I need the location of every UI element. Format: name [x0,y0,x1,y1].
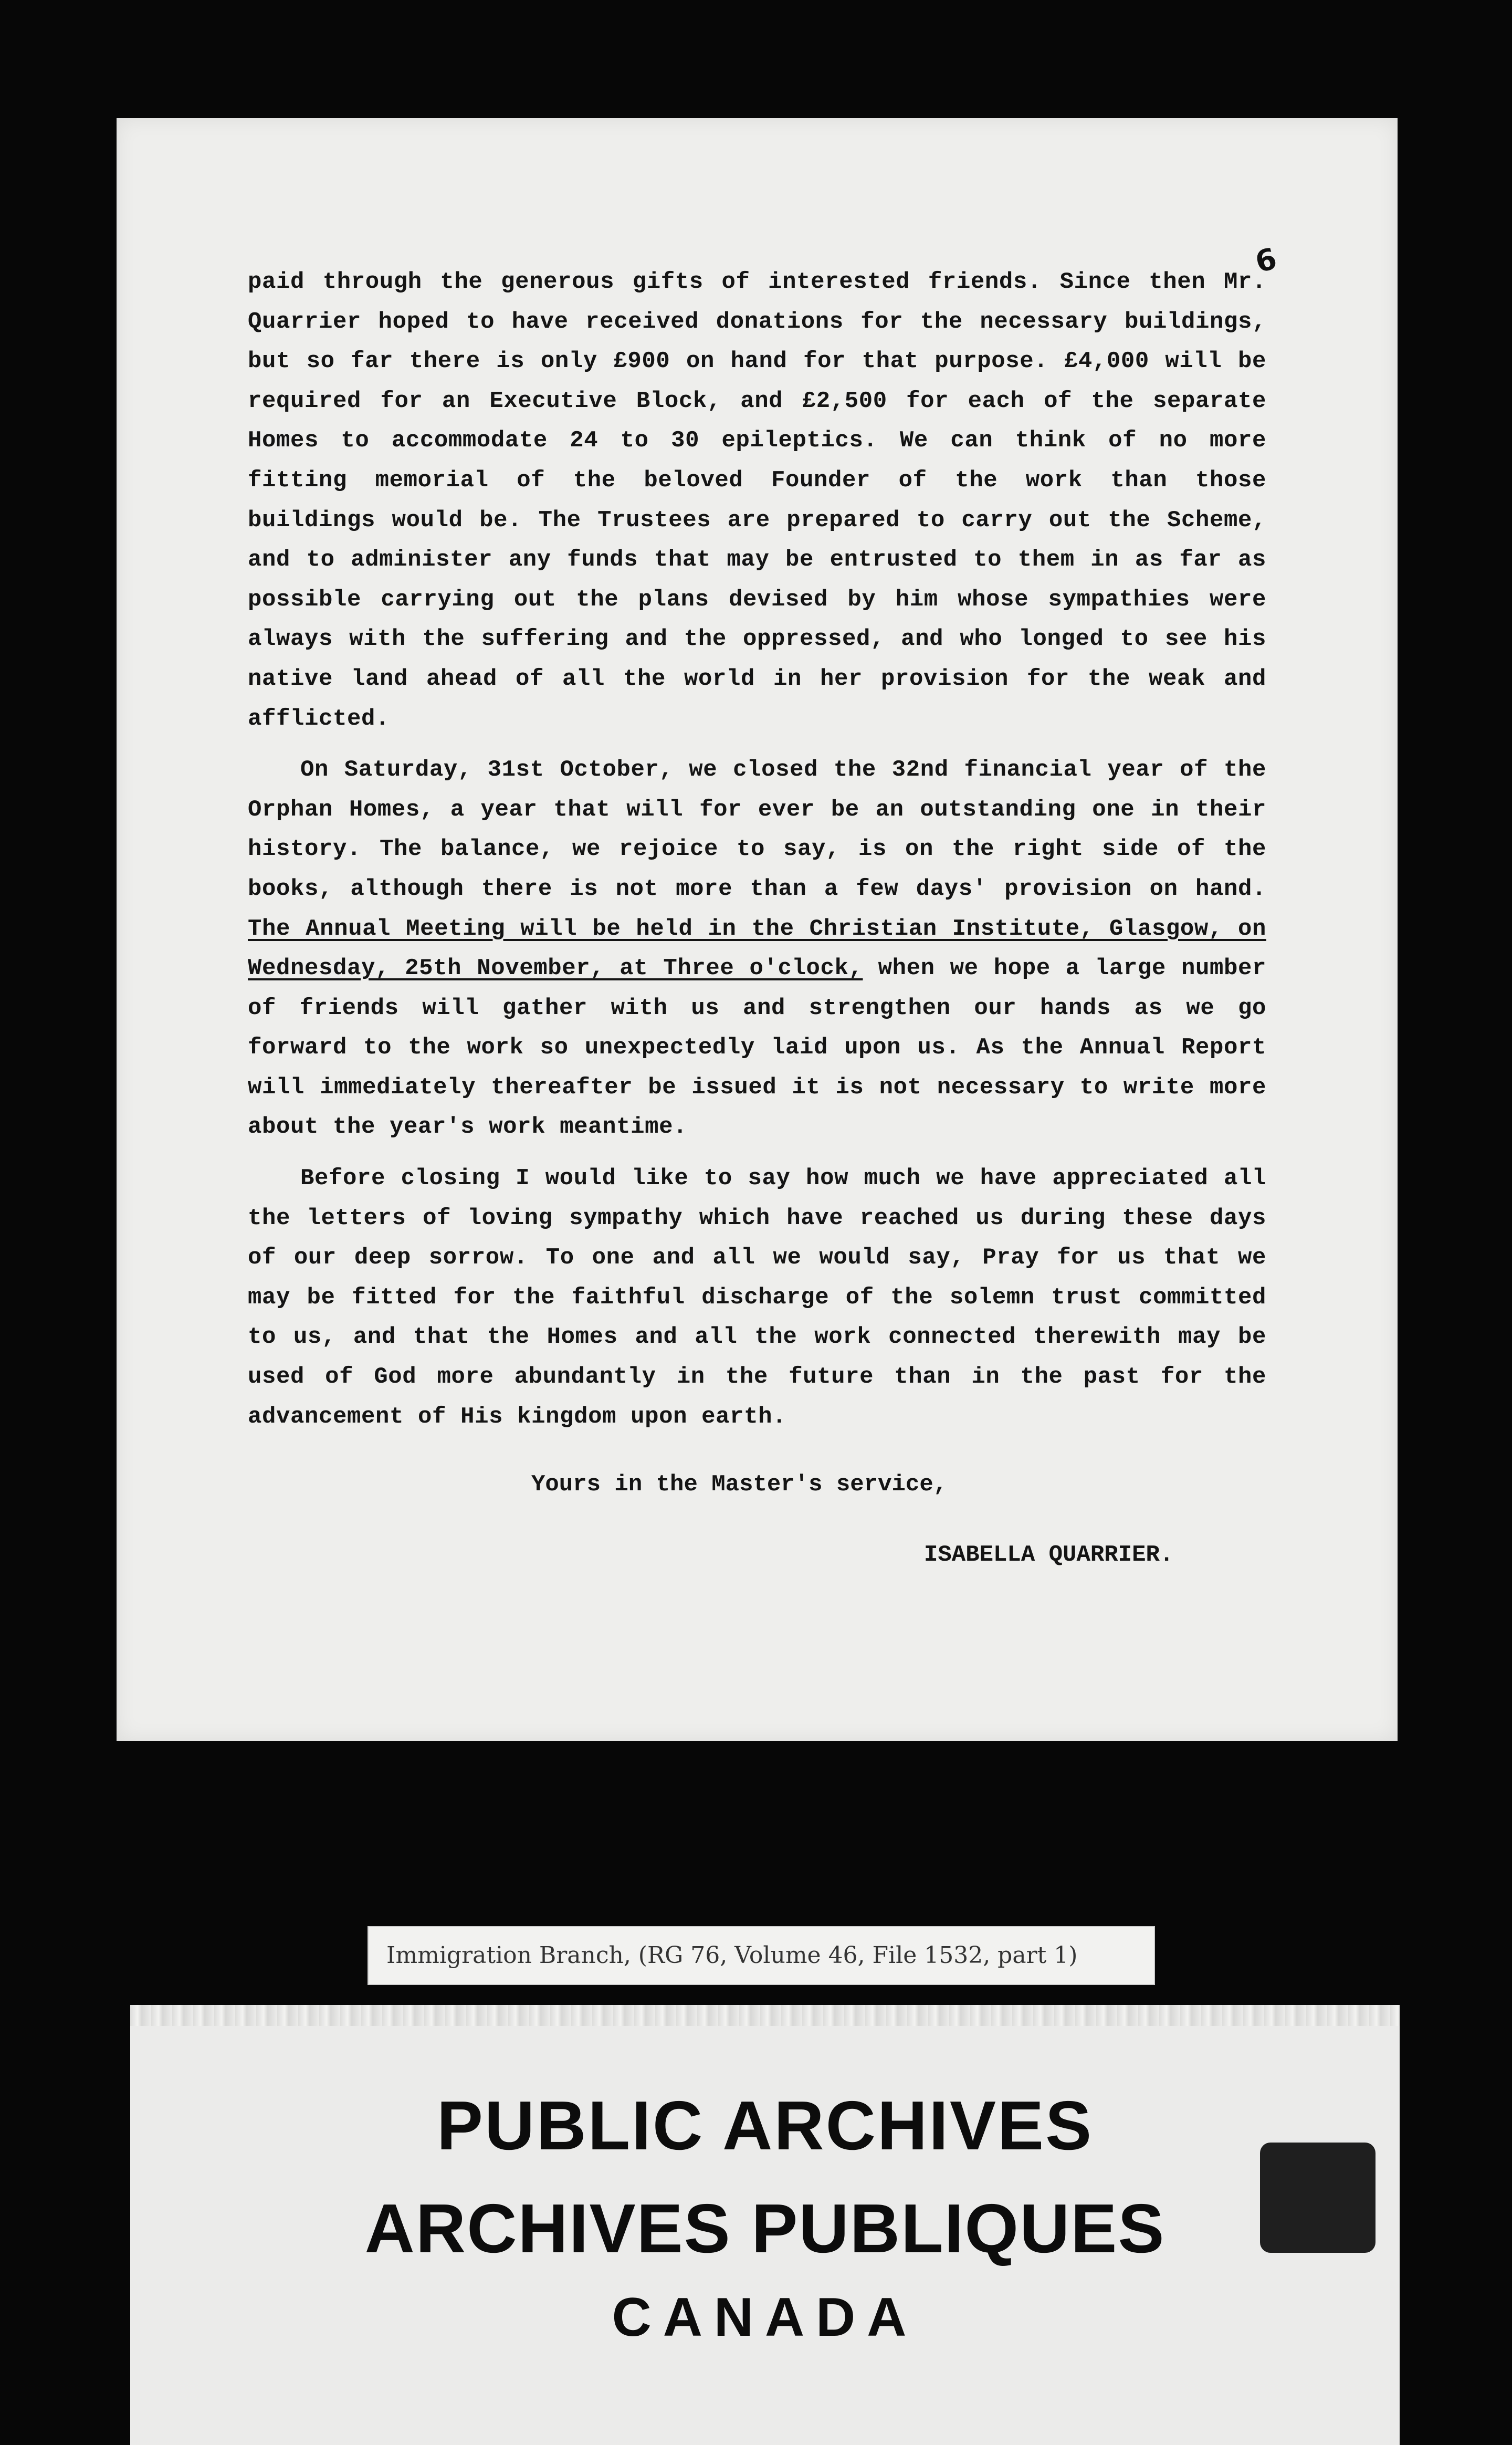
letter-closing: Yours in the Master's service, [531,1471,948,1498]
paragraph-2-text-a: On Saturday, 31st October, we closed the 32nd financial year of the Orphan Homes, a year that will for ever be an outstanding one in their history. The balance, we rejoice to say, is on the right side of the books, although there is not more than a few days' provision on hand. [248,757,1266,902]
stamp-line-public-archives: PUBLIC ARCHIVES [436,2087,1094,2164]
paragraph-2-text-b: when we hope a large number of friends will gather with us and strengthen our hands as we go forward to the work so unexpectedly laid upon us. As the Annual Report will immediately thereafter be issued it is not necessary to write more about the year's work meantime. [248,955,1266,1141]
archive-reference-label: Immigration Branch, (RG 76, Volume 46, File 1532, part 1) [368,1926,1155,1985]
torn-edge [130,2005,1400,2026]
letter-paragraph-3 [248,1159,1266,1437]
letter-signature: ISABELLA QUARRIER. [924,1542,1174,1568]
paragraph-3-text: Before closing I would like to say how much we have appreciated all the letters of loving sympathy which have reached us during these days of our deep sorrow. To one and all we would say, Pray for us that we may be fitted for the faithful discharge of the solemn trust committed to us, and that the Homes and all the work connected therewith may be used of God more abundantly in the future than in the past for the advancement of His kingdom upon earth. [248,1165,1266,1430]
letter-paragraph-1 [248,263,1266,739]
annual-meeting-notice: The Annual Meeting will be held in the Christian Institute, Glasgow, on Wednesday, 25th November, at Three o'clock, [248,915,1266,982]
stamp-line-canada: CANADA [612,2287,918,2348]
letter-body [248,263,1266,1437]
paragraph-1-text: paid through the generous gifts of interested friends. Since then Mr. Quarrier hoped to have received donations for the necessary buildings, but so far there is only £900 on hand for that purpose. £4,000 will be required for an Executive Block, and £2,500 for each of the separate Homes to accommodate 24 to 30 epileptics. We can think of no more fitting memorial of the beloved Founder of the work than those buildings would be. The Trustees are prepared to carry out the Scheme, and to administer any funds that may be entrusted to them in as far as possible carrying out the plans devised by him whose sympathies were always with the suffering and the oppressed, and who longed to see his native land ahead of all the world in her provision for the weak and afflicted. [248,269,1266,732]
letter-paragraph-2 [248,750,1266,1147]
page-number: 6 [1252,242,1280,280]
stamp-line-archives-publiques: ARCHIVES PUBLIQUES [364,2190,1166,2267]
